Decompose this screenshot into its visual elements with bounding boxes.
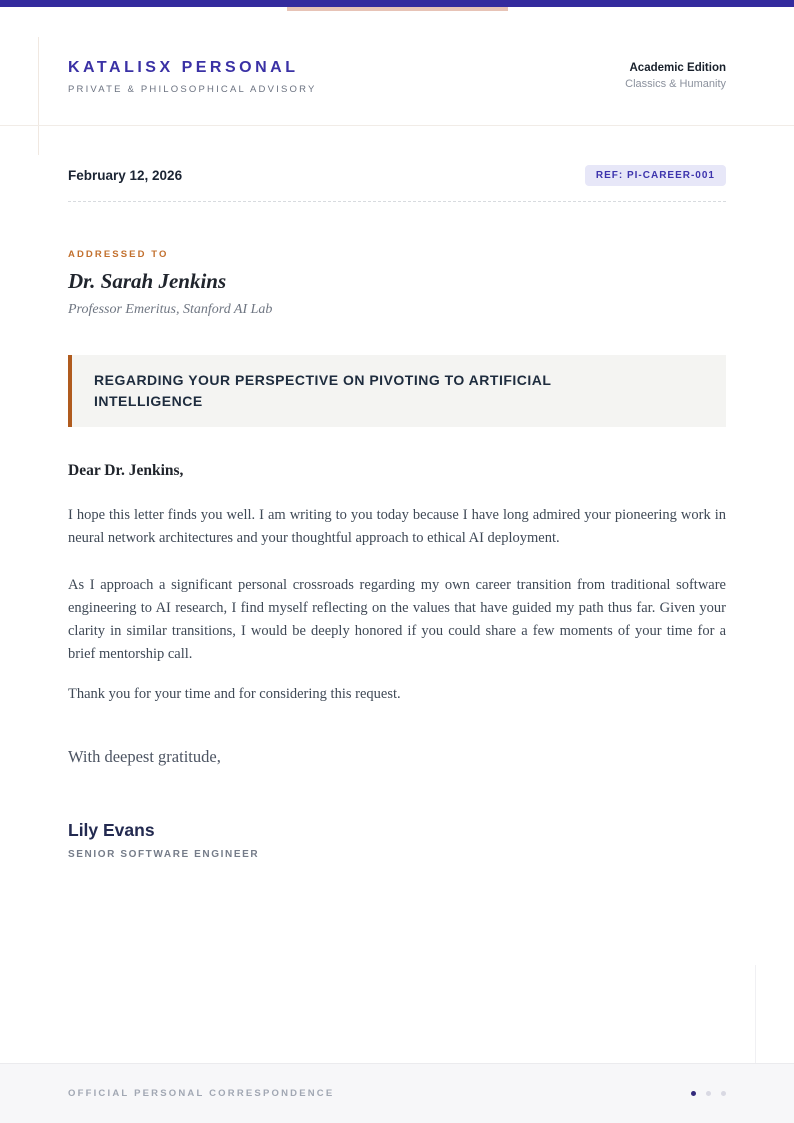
letter-paragraph: I hope this letter finds you well. I am writing to you today because I have long admired your pioneering work in neural network architectures and your thoughtful approach to ethical AI deployment. [68, 507, 726, 546]
letter-paragraph: As I approach a significant personal crossroads regarding my own career transition from traditional software engineering to AI research, I find myself reflecting on the values that have guided my path thus far. Given your clarity in similar transitions, I would be deeply honored if you could share a few moments of your time for a brief mentorship call. [68, 577, 726, 662]
footer-label: OFFICIAL PERSONAL CORRESPONDENCE [68, 1088, 335, 1099]
addressed-to-label: ADDRESSED TO [68, 249, 169, 260]
top-bar-accent [287, 7, 508, 11]
footer [0, 1063, 794, 1123]
letterhead [68, 7, 726, 95]
recipient-title: Professor Emeritus, Stanford AI Lab [68, 302, 273, 317]
recipient-name: Dr. Sarah Jenkins [68, 269, 227, 293]
recipient-block [68, 249, 726, 319]
edition-title: Academic Edition [629, 62, 726, 74]
edition-subtitle: Classics & Humanity [625, 78, 726, 90]
decorative-vertical-line-bottom [755, 965, 756, 1063]
signature-title: SENIOR SOFTWARE ENGINEER [68, 849, 260, 860]
pagination-dot[interactable] [721, 1091, 726, 1096]
pagination-dot[interactable] [706, 1091, 711, 1096]
brand-tagline: PRIVATE & PHILOSOPHICAL ADVISORY [68, 84, 317, 95]
top-bar [0, 0, 794, 7]
reference-badge: REF: PI-CAREER-001 [585, 165, 726, 186]
closing-line: With deepest gratitude, [68, 747, 221, 766]
pagination-dot[interactable] [691, 1091, 696, 1096]
letter-paragraph: Thank you for your time and for considering this request. [68, 686, 401, 702]
signature-name: Lily Evans [68, 820, 155, 840]
edition-block [625, 58, 726, 90]
subject-block [68, 355, 726, 427]
brand-name: KATALISX PERSONAL [68, 59, 299, 76]
header-divider-line [0, 125, 794, 126]
salutation: Dear Dr. Jenkins, [68, 462, 184, 479]
decorative-vertical-line-top [38, 37, 39, 155]
brand-block [68, 58, 317, 95]
pagination-dots [691, 1091, 726, 1096]
dashed-divider [68, 201, 726, 202]
subject-text: REGARDING YOUR PERSPECTIVE ON PIVOTING TO ARTIFICIAL INTELLIGENCE [94, 372, 552, 409]
letter-date: February 12, 2026 [68, 168, 183, 183]
date-row [68, 165, 726, 186]
